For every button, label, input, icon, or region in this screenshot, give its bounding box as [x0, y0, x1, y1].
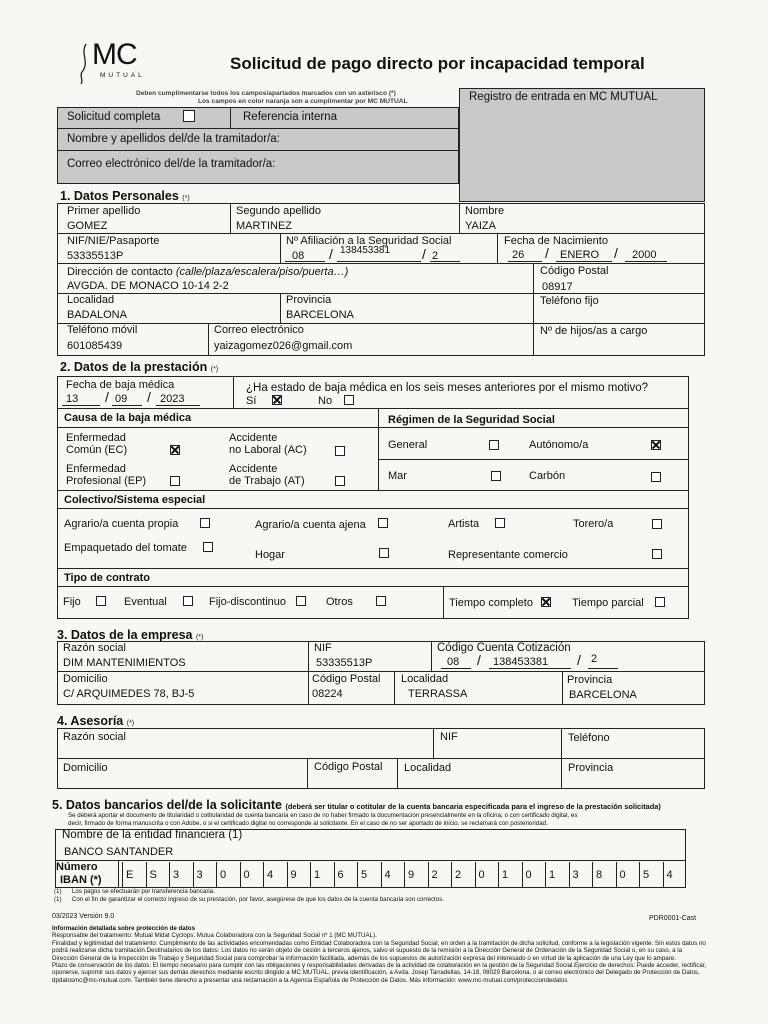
fbaja-mes[interactable]: 09 [115, 393, 128, 405]
at-label-2: de Trabajo (AT) [229, 475, 305, 487]
iban-digit[interactable]: 1 [545, 862, 569, 888]
section-3-title: 3. Datos de la empresa (*) [57, 628, 204, 642]
afiliacion-3[interactable]: 2 [432, 250, 439, 262]
iban-digit[interactable]: 0 [475, 862, 499, 888]
solicitud-completa-checkbox[interactable] [183, 110, 195, 122]
carbon-label: Carbón [529, 470, 566, 482]
version-label: 03/2023 Versión 9.0 [52, 913, 115, 920]
iban-digit[interactable]: 9 [404, 862, 428, 888]
colectivo-header: Colectivo/Sistema especial [64, 494, 206, 506]
localidad-label: Localidad [67, 294, 115, 306]
privacy-plazo: Plazo de conservación de los datos: El tiempo necesario para cumplir con las obligaciones y responsabilidades derivadas de la actividad de colaboración en la gestión de la Seguridad Social.Ejercicio de derechos: Puede acceder, rectificar, oponerse, suprimir sus datos y ejercer sus demás derechos mediante escrito dirigido a MC MUTUAL, previa identificación, a Avda. Josep Tarradellas, 14-18, 08029 Barcelona, o al correo electrónico del Delegado de Protección de Datos, dpdatosmc@mc-mutual.com. También tiene derecho a presentar una reclamación a la Agencia Española de Protección de Datos. Más información: www.mc-mutual.com/protecciondedatos [52, 962, 707, 984]
asesoria-cp-label: Código Postal [314, 761, 383, 773]
section-5-title: 5. Datos bancarios del/de la solicitante (deberá ser titular o cotitular de la cuenta bancaria especificada para el ingreso de la prestación solicitada) [52, 798, 661, 812]
domicilio-value[interactable]: C/ ARQUIMEDES 78, BJ-5 [63, 688, 195, 700]
nombre-label: Nombre [465, 205, 505, 217]
ccc-3[interactable]: 2 [591, 653, 598, 665]
entidad-label: Nombre de la entidad financiera (1) [62, 829, 243, 841]
asesoria-nif-label: NIF [440, 731, 458, 743]
asesoria-provincia-label: Provincia [568, 762, 614, 774]
segundo-apellido-label: Segundo apellido [236, 205, 322, 217]
instructions-2: Los campos en color naranja son a cumplimentar por MC MUTUAL [198, 98, 408, 105]
email-value[interactable]: yaizagomez026@gmail.com [214, 340, 353, 352]
iban-digit[interactable]: 2 [428, 862, 452, 888]
iban-digit[interactable]: S [146, 862, 170, 888]
contrato-header: Tipo de contrato [64, 572, 150, 584]
hogar-checkbox[interactable] [379, 548, 389, 558]
cp-value[interactable]: 08917 [542, 281, 573, 293]
direccion-value[interactable]: AVGDA. DE MONACO 10-14 2-2 [67, 280, 229, 292]
iban-digit[interactable]: 2 [451, 862, 475, 888]
ccc-1[interactable]: 08 [447, 656, 460, 668]
empresa-provincia-label: Provincia [567, 674, 613, 686]
afiliacion-1[interactable]: 08 [292, 250, 305, 262]
fnac-anio[interactable]: 2000 [632, 249, 657, 261]
iban-digit[interactable]: 3 [193, 862, 217, 888]
no-label: No [318, 395, 333, 407]
page-title: Solicitud de pago directo por incapacidad temporal [230, 54, 645, 73]
footnote-2: (1) Con el fin de garantizar el correcto ingreso de su prestación, por favor, asegúrese de que los datos de la cuenta bancaria son correctos. [54, 896, 445, 903]
tiempo-completo-checkbox[interactable] [541, 597, 551, 607]
iban-digit[interactable]: 0 [616, 862, 640, 888]
empaquetado-label: Empaquetado del tomate [64, 542, 187, 554]
hogar-label: Hogar [255, 549, 285, 561]
asesoria-domicilio-label: Domicilio [63, 762, 108, 774]
otros-label: Otros [326, 596, 353, 608]
iban-digit[interactable]: 5 [639, 862, 663, 888]
fnac-mes[interactable]: ENERO [560, 249, 600, 261]
segundo-apellido-value[interactable]: MARTINEZ [236, 220, 293, 232]
nif-label: NIF/NIE/Pasaporte [67, 235, 160, 247]
instructions-1: Deben cumplimentarse todos los campos/apartados marcados con un asterisco (*) [136, 90, 396, 97]
agr-ajena-label: Agrario/a cuenta ajena [255, 519, 366, 531]
direccion-label: Dirección de contacto (calle/plaza/escalera/piso/puerta…) [67, 266, 349, 278]
ccc-label: Código Cuenta Cotización [437, 642, 571, 654]
entidad-value[interactable]: BANCO SANTANDER [64, 846, 174, 858]
cp-label: Código Postal [540, 265, 609, 277]
iban-digit[interactable]: 9 [287, 862, 311, 888]
iban-digit[interactable]: 0 [216, 862, 240, 888]
section-2-title: 2. Datos de la prestación (*) [60, 360, 219, 374]
tiempo-parcial-checkbox[interactable] [655, 597, 665, 607]
ec-label-2: Común (EC) [66, 444, 128, 456]
anl-label-2: no Laboral (AC) [229, 444, 307, 456]
iban-digit[interactable]: 4 [263, 862, 287, 888]
section-1-title: 1. Datos Personales (*) [60, 189, 190, 203]
razon-social-value[interactable]: DIM MANTENIMIENTOS [63, 657, 186, 669]
anl-label-1: Accidente [229, 432, 278, 444]
banco-note-2: decir, firmado de forma manuscrita o con Adobe, o si el certificado digital no corresponde al solicitante. En el caso de no ser aportado de inicio, se reclamará con posterioridad. [68, 820, 548, 827]
causa-header: Causa de la baja médica [64, 412, 192, 424]
ec-label-1: Enfermedad [66, 432, 126, 444]
iban-digit[interactable]: 4 [381, 862, 405, 888]
afiliacion-2[interactable]: 138453381 [340, 245, 391, 256]
afiliacion-label: Nº Afiliación a la Seguridad Social [286, 235, 452, 247]
asesoria-razon-label: Razón social [63, 731, 126, 743]
fijo-checkbox[interactable] [96, 596, 106, 606]
referencia-interna-label: Referencia interna [243, 111, 337, 123]
iban-digit[interactable]: 3 [569, 862, 593, 888]
nif-value[interactable]: 53335513P [67, 250, 124, 262]
mar-label: Mar [388, 470, 407, 482]
empresa-localidad-value[interactable]: TERRASSA [408, 688, 468, 700]
fecha-nacimiento-label: Fecha de Nacimiento [504, 235, 608, 247]
form-code: PDR0001-Cast [649, 915, 697, 922]
section-4-title: 4. Asesoría (*) [57, 714, 135, 728]
si-checkbox[interactable] [272, 395, 282, 405]
footnote-1: (1) Los pagos se efectuarán por transferencia bancaria. [54, 888, 215, 895]
logo-sub: MUTUAL [100, 72, 145, 79]
iban-digit[interactable]: E [122, 862, 146, 888]
primer-apellido-label: Primer apellido [67, 205, 141, 217]
iban-digit[interactable]: 6 [334, 862, 358, 888]
iban-label-1: Número [56, 861, 98, 873]
general-checkbox[interactable] [489, 440, 499, 450]
privacy-responsable: Responsable del tratamiento: Mutual Midat Cyclops, Mutua Colaboradora con la Seguridad Social nº 1 (MC MUTUAL). [52, 932, 377, 939]
agr-propia-checkbox[interactable] [200, 518, 210, 528]
iban-digit[interactable]: 5 [357, 862, 381, 888]
empresa-provincia-value[interactable]: BARCELONA [569, 689, 637, 701]
regimen-header: Régimen de la Seguridad Social [388, 414, 555, 426]
registro-box [459, 88, 705, 202]
razon-social-label: Razón social [63, 642, 126, 654]
fecha-baja-label: Fecha de baja médica [66, 379, 175, 391]
torero-checkbox[interactable] [652, 519, 662, 529]
eventual-label: Eventual [124, 596, 167, 608]
empresa-cp-label: Código Postal [312, 673, 381, 685]
fbaja-dia[interactable]: 13 [66, 393, 79, 405]
fnac-dia[interactable]: 26 [512, 249, 525, 261]
tiempo-parcial-label: Tiempo parcial [572, 597, 644, 609]
banco-note-1: Se deberá aportar el documento de titularidad o cotitularidad de cuenta bancaria en caso de no haber firmado la documentación presencialmente en la oficina, o con certificado digital, es [68, 812, 578, 819]
empresa-cp-value[interactable]: 08224 [312, 688, 343, 700]
asesoria-localidad-label: Localidad [404, 762, 452, 774]
mar-checkbox[interactable] [491, 471, 501, 481]
primer-apellido-value[interactable]: GOMEZ [67, 220, 108, 232]
asesoria-telefono-label: Teléfono [568, 732, 610, 744]
nombre-value[interactable]: YAIZA [465, 220, 496, 232]
solicitud-completa-label: Solicitud completa [67, 111, 161, 123]
agr-propia-label: Agrario/a cuenta propia [64, 518, 179, 530]
representante-label: Representante comercio [448, 549, 568, 561]
autonomo-checkbox[interactable] [651, 440, 661, 450]
artista-label: Artista [448, 518, 480, 530]
anl-checkbox[interactable] [335, 446, 345, 456]
otros-checkbox[interactable] [376, 596, 386, 606]
privacy-finalidad: Finalidad y legitimidad del tratamiento: Cumplimiento de las actividades encomendadas como Entidad Colaboradora con la Seguridad Social, en orden a la tramitación de dicha solicitud, conforme a la legislación vigente. Sin estos datos no podrá realizarse dicha tramitación.Destinatarios de los datos: Los datos no serán objeto de cesión a terceros ajenos, salvo el supuesto de la remisión a la Dirección General de Ordenación de la Seguridad Social o, en su caso, a la Dirección General de la Inspección de Trabajo y Seguridad Social para comprobar la información facilitada, además de los supuestos de autorización expresa del interesado o en virtud de la aplicación de una Ley que lo ampare. [52, 940, 706, 962]
empresa-localidad-label: Localidad [401, 673, 449, 685]
ep-label-2: Profesional (EP) [66, 475, 147, 487]
nombre-tramitador-label: Nombre y apellidos del/de la tramitador/a: [67, 133, 280, 145]
empaquetado-checkbox[interactable] [203, 542, 213, 552]
fijo-discontinuo-label: Fijo-discontinuo [209, 596, 287, 608]
at-label-1: Accidente [229, 463, 278, 475]
ep-label-1: Enfermedad [66, 463, 126, 475]
iban-digit[interactable]: 1 [310, 862, 334, 888]
domicilio-label: Domicilio [63, 673, 108, 685]
ec-checkbox[interactable] [170, 445, 180, 455]
si-label: Sí [246, 395, 257, 407]
telefono-movil-label: Teléfono móvil [67, 324, 138, 336]
provincia-label: Provincia [286, 294, 332, 306]
iban-label-2: IBAN (*) [60, 874, 102, 886]
correo-tramitador-label: Correo electrónico del/de la tramitador/a: [67, 158, 276, 170]
localidad-value[interactable]: BADALONA [67, 309, 127, 321]
fbaja-anio[interactable]: 2023 [160, 393, 185, 405]
logo-text: MC [92, 38, 137, 71]
representante-checkbox[interactable] [652, 549, 662, 559]
privacy-heading: Información detallada sobre protección de datos [52, 925, 196, 932]
empresa-nif-value[interactable]: 53335513P [316, 657, 373, 669]
telefono-movil-value[interactable]: 601085439 [67, 340, 123, 352]
ccc-2[interactable]: 138453381 [493, 656, 549, 668]
iban-digit[interactable]: 3 [169, 862, 193, 888]
artista-checkbox[interactable] [495, 518, 505, 528]
torero-label: Torero/a [573, 518, 614, 530]
carbon-checkbox[interactable] [651, 472, 661, 482]
iban-digit[interactable]: 8 [592, 862, 616, 888]
fijo-label: Fijo [63, 596, 81, 608]
eventual-checkbox[interactable] [183, 596, 193, 606]
iban-digit[interactable]: 4 [663, 862, 687, 888]
agr-ajena-checkbox[interactable] [378, 518, 388, 528]
autonomo-label: Autónomo/a [529, 439, 589, 451]
baja-anterior-question: ¿Ha estado de baja médica en los seis meses anteriores por el mismo motivo? [246, 382, 649, 394]
empresa-nif-label: NIF [314, 642, 332, 654]
no-checkbox[interactable] [344, 395, 354, 405]
general-label: General [388, 439, 428, 451]
iban-digit[interactable]: 0 [240, 862, 264, 888]
fijo-discontinuo-checkbox[interactable] [296, 596, 306, 606]
hijos-label: Nº de hijos/as a cargo [540, 325, 648, 337]
email-label: Correo electrónico [214, 324, 304, 336]
iban-digit[interactable]: 0 [522, 862, 546, 888]
at-checkbox[interactable] [335, 476, 345, 486]
ep-checkbox[interactable] [170, 476, 180, 486]
telefono-fijo-label: Teléfono fijo [540, 295, 599, 307]
provincia-value[interactable]: BARCELONA [286, 309, 354, 321]
iban-digit[interactable]: 1 [498, 862, 522, 888]
registro-label: Registro de entrada en MC MUTUAL [469, 91, 658, 103]
tiempo-completo-label: Tiempo completo [449, 597, 533, 609]
